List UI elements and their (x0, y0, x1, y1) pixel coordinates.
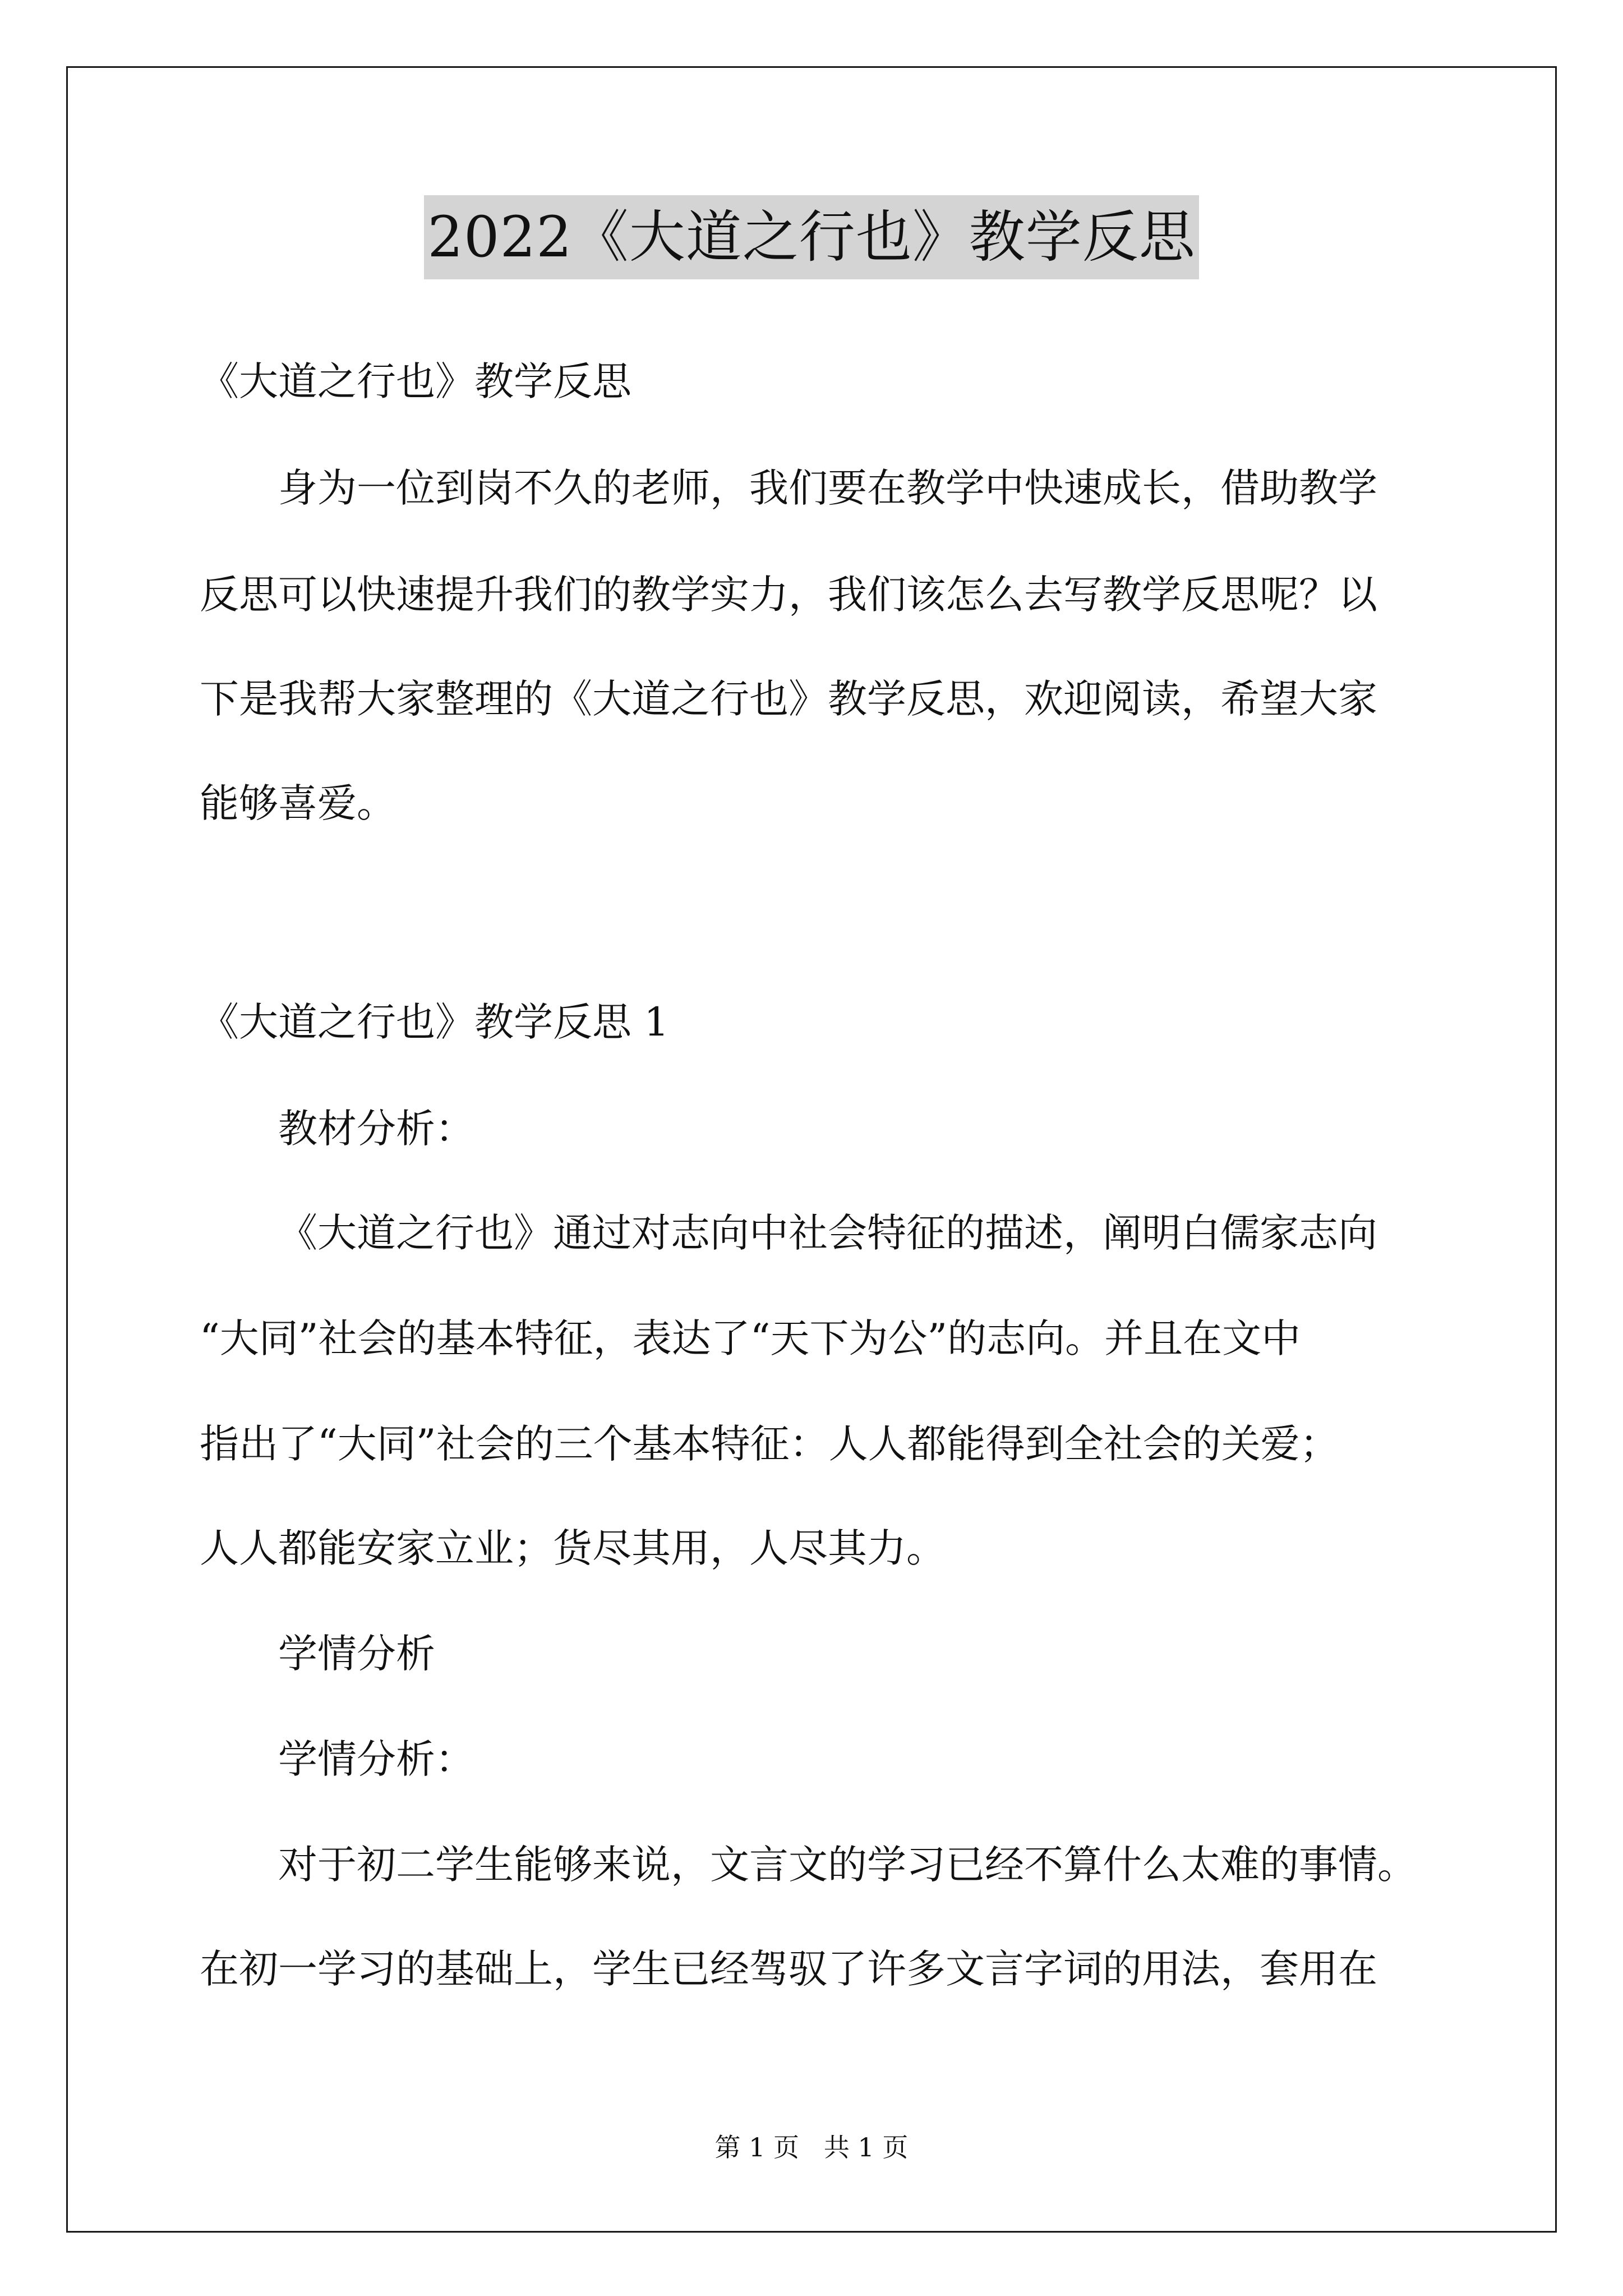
page-footer: 第 1 页 共 1 页 (714, 2132, 909, 2162)
intro-line-3: 下是我帮大家整理的《大道之行也》教学反思，欢迎阅读，希望大家 (200, 676, 1377, 722)
material-line-4: 人人都能安家立业；货尽其用，人尽其力。 (200, 1525, 946, 1571)
learning-heading-colon: 学情分析： (278, 1736, 474, 1782)
intro-line-1: 身为一位到岗不久的老师，我们要在教学中快速成长，借助教学 (278, 465, 1377, 511)
material-heading: 教材分析： (278, 1106, 474, 1152)
material-line-3: 指出了“大同”社会的三个基本特征：人人都能得到全社会的关爱； (200, 1421, 1339, 1467)
intro-line-4: 能够喜爱。 (200, 780, 396, 826)
material-line-1: 《大道之行也》通过对志向中社会特征的描述，阐明白儒家志向 (278, 1210, 1377, 1256)
learning-heading: 学情分析 (278, 1631, 435, 1677)
section-heading: 《大道之行也》教学反思 1 (200, 999, 669, 1045)
learning-line-1: 对于初二学生能够来说，文言文的学习已经不算什么太难的事情。 (278, 1842, 1417, 1888)
learning-line-2: 在初一学习的基础上，学生已经驾驭了许多文言字词的用法，套用在 (200, 1946, 1377, 1992)
material-line-2: “大同”社会的基本特征，表达了“天下为公”的志向。并且在文中 (200, 1315, 1301, 1361)
intro-line-2: 反思可以快速提升我们的教学实力，我们该怎么去写教学反思呢？以 (200, 572, 1377, 618)
title-container (0, 195, 1623, 279)
document-title: 2022《大道之行也》教学反思 (424, 195, 1199, 279)
subtitle: 《大道之行也》教学反思 (200, 358, 631, 404)
